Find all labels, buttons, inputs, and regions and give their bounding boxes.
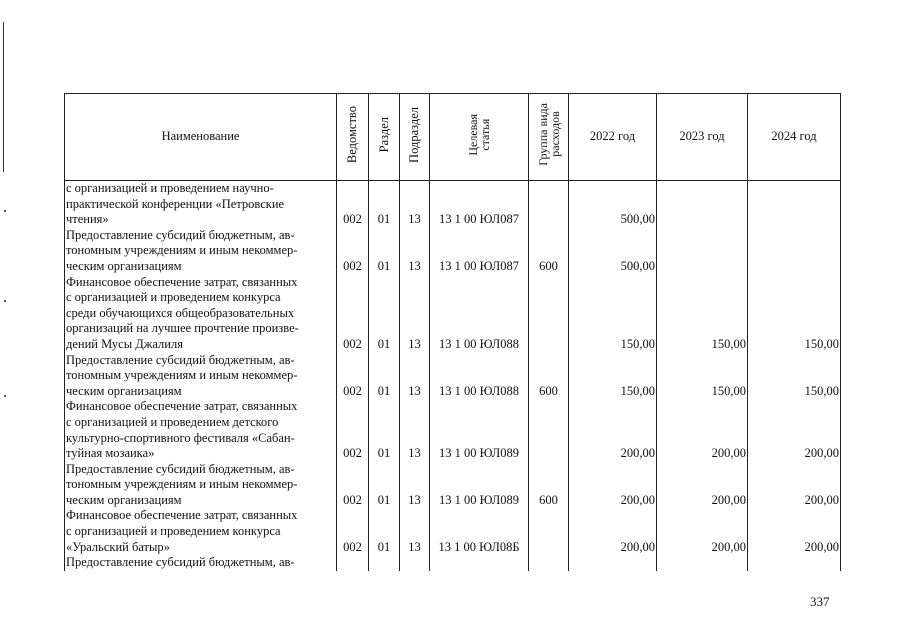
row-gruppa-vida [529, 555, 569, 571]
row-2023: 200,00 [657, 399, 748, 461]
row-vedomstvo: 002 [337, 462, 369, 509]
row-gruppa-vida [529, 508, 569, 555]
row-2023 [657, 228, 748, 275]
table-row [65, 555, 841, 571]
row-razdel: 01 [369, 399, 400, 461]
row-2022: 200,00 [569, 508, 657, 555]
row-razdel: 01 [369, 508, 400, 555]
row-2022 [569, 555, 657, 571]
row-podrazdel: 13 [400, 462, 430, 509]
header-razdel: Раздел [369, 94, 400, 181]
row-2022: 200,00 [569, 399, 657, 461]
row-razdel: 01 [369, 181, 400, 228]
row-celevaya-statya: 13 1 00 ЮЛ087 [430, 228, 529, 275]
table-row [65, 353, 841, 400]
table-header-row [65, 94, 841, 181]
row-2022: 150,00 [569, 353, 657, 400]
row-2022: 500,00 [569, 228, 657, 275]
row-2024: 200,00 [748, 508, 841, 555]
row-podrazdel [400, 555, 430, 571]
scan-speck [4, 300, 6, 302]
row-2024: 200,00 [748, 399, 841, 461]
row-gruppa-vida [529, 399, 569, 461]
row-2022: 150,00 [569, 275, 657, 353]
row-podrazdel: 13 [400, 508, 430, 555]
row-2022: 200,00 [569, 462, 657, 509]
header-gruppa-vida-rashodov: Группа вида расходов [529, 94, 569, 181]
row-2024 [748, 555, 841, 571]
row-celevaya-statya: 13 1 00 ЮЛ088 [430, 275, 529, 353]
row-gruppa-vida [529, 181, 569, 228]
row-vedomstvo: 002 [337, 275, 369, 353]
row-gruppa-vida: 600 [529, 462, 569, 509]
header-2024: 2024 год [748, 94, 841, 181]
row-name: Предоставление субсидий бюджетным, ав- [65, 555, 337, 571]
scan-edge-line [3, 22, 4, 172]
header-celevaya-statya: Целевая статья [430, 94, 529, 181]
row-vedomstvo [337, 555, 369, 571]
row-celevaya-statya: 13 1 00 ЮЛ088 [430, 353, 529, 400]
row-gruppa-vida [529, 275, 569, 353]
scan-speck [4, 395, 6, 397]
row-2022: 500,00 [569, 181, 657, 228]
row-celevaya-statya [430, 555, 529, 571]
row-podrazdel: 13 [400, 228, 430, 275]
scan-speck [4, 210, 6, 212]
row-vedomstvo: 002 [337, 181, 369, 228]
row-2024: 150,00 [748, 275, 841, 353]
row-razdel: 01 [369, 228, 400, 275]
row-vedomstvo: 002 [337, 353, 369, 400]
row-celevaya-statya: 13 1 00 ЮЛ089 [430, 399, 529, 461]
row-name: Финансовое обеспечение затрат, связанных с организацией и проведением детского культурно-спортивного фестиваля «Сабан- туйная мозаика» [65, 399, 337, 461]
row-podrazdel: 13 [400, 181, 430, 228]
row-vedomstvo: 002 [337, 399, 369, 461]
row-razdel: 01 [369, 275, 400, 353]
row-2024: 200,00 [748, 462, 841, 509]
row-vedomstvo: 002 [337, 228, 369, 275]
row-2024 [748, 228, 841, 275]
row-name: с организацией и проведением научно- практической конференции «Петровские чтения» [65, 181, 337, 228]
row-2023: 200,00 [657, 508, 748, 555]
row-2024 [748, 181, 841, 228]
row-podrazdel: 13 [400, 399, 430, 461]
row-razdel: 01 [369, 353, 400, 400]
header-name: Наименование [65, 94, 337, 181]
row-podrazdel: 13 [400, 353, 430, 400]
header-2022: 2022 год [569, 94, 657, 181]
row-name: Предоставление субсидий бюджетным, ав- тономным учреждениям и иным некоммер- ческим организациям [65, 462, 337, 509]
table-row [65, 228, 841, 275]
header-podrazdel: Подраздел [400, 94, 430, 181]
row-2023: 150,00 [657, 353, 748, 400]
row-name: Предоставление субсидий бюджетным, ав- тономным учреждениям и иным некоммер- ческим организациям [65, 353, 337, 400]
table-row [65, 399, 841, 461]
row-name: Финансовое обеспечение затрат, связанных с организацией и проведением конкурса «Уральский батыр» [65, 508, 337, 555]
row-2023: 200,00 [657, 462, 748, 509]
row-gruppa-vida: 600 [529, 353, 569, 400]
row-razdel [369, 555, 400, 571]
row-celevaya-statya: 13 1 00 ЮЛ08Б [430, 508, 529, 555]
table-row [65, 462, 841, 509]
header-vedomstvo: Ведомство [337, 94, 369, 181]
row-gruppa-vida: 600 [529, 228, 569, 275]
row-celevaya-statya: 13 1 00 ЮЛ089 [430, 462, 529, 509]
row-2023 [657, 181, 748, 228]
row-podrazdel: 13 [400, 275, 430, 353]
row-vedomstvo: 002 [337, 508, 369, 555]
budget-table [64, 93, 841, 571]
table-row [65, 181, 841, 228]
row-2023 [657, 555, 748, 571]
row-celevaya-statya: 13 1 00 ЮЛ087 [430, 181, 529, 228]
table-row [65, 275, 841, 353]
header-2023: 2023 год [657, 94, 748, 181]
row-name: Предоставление субсидий бюджетным, ав- тономным учреждениям и иным некоммер- ческим организациям [65, 228, 337, 275]
row-2024: 150,00 [748, 353, 841, 400]
page-number: 337 [810, 594, 830, 609]
row-2023: 150,00 [657, 275, 748, 353]
table-row [65, 508, 841, 555]
row-name: Финансовое обеспечение затрат, связанных с организацией и проведением конкурса среди обучающихся общеобразовательных организаций на лучшее прочтение произве- дений Мусы Джалиля [65, 275, 337, 353]
row-razdel: 01 [369, 462, 400, 509]
